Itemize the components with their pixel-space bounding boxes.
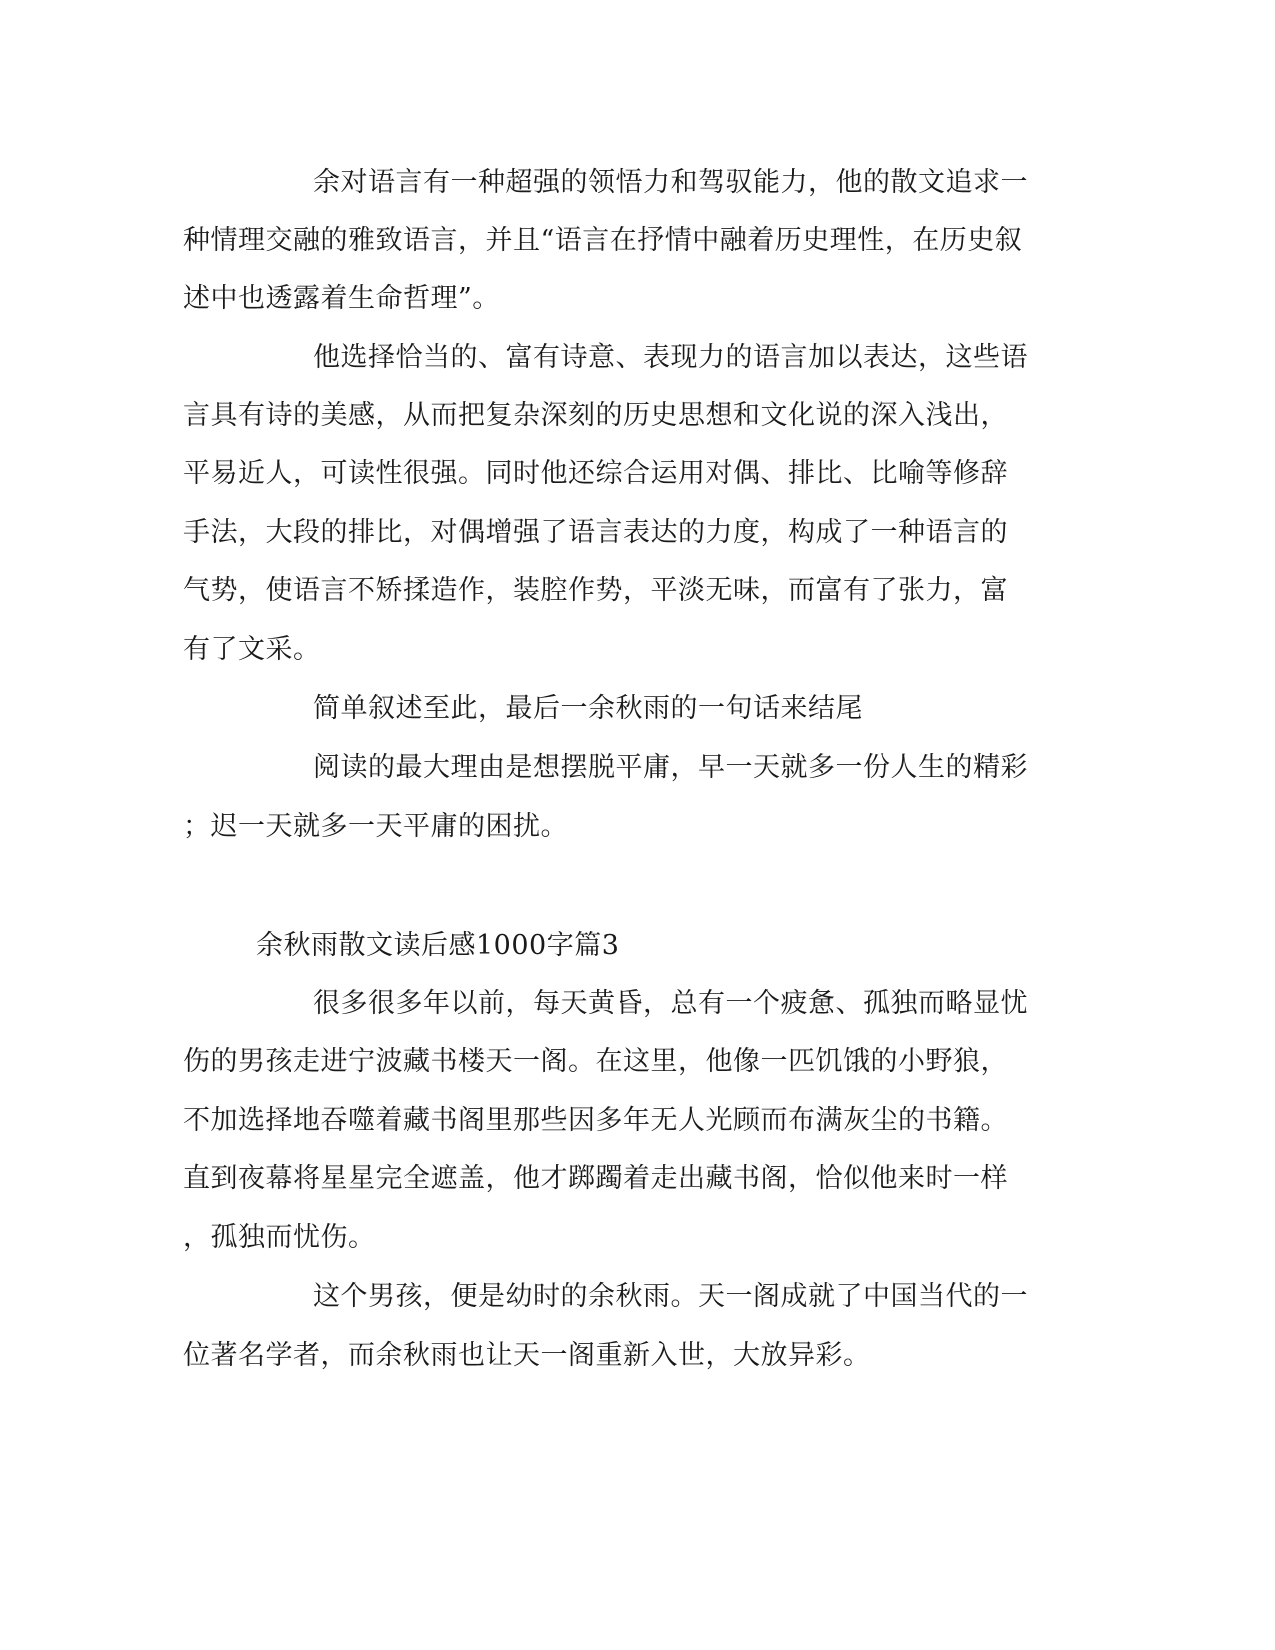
- paragraph-line: 种情理交融的雅致语言，并且“语言在抒情中融着历史理性，在历史叙: [183, 225, 1023, 256]
- paragraph-line: 简单叙述至此，最后一余秋雨的一句话来结尾: [313, 693, 863, 724]
- paragraph-line: 伤的男孩走进宁波藏书楼天一阁。在这里，他像一匹饥饿的小野狼，: [183, 1046, 1008, 1077]
- paragraph-line: 手法，大段的排比，对偶增强了语言表达的力度，构成了一种语言的: [183, 517, 1008, 548]
- paragraph-line: 平易近人，可读性很强。同时他还综合运用对偶、排比、比喻等修辞: [183, 458, 1008, 489]
- paragraph-line: 这个男孩，便是幼时的余秋雨。天一阁成就了中国当代的一: [313, 1281, 1028, 1312]
- paragraph-line: 很多很多年以前，每天黄昏，总有一个疲惫、孤独而略显忧: [313, 988, 1028, 1019]
- paragraph-line: 他选择恰当的、富有诗意、表现力的语言加以表达，这些语: [313, 342, 1028, 373]
- paragraph-line: 直到夜幕将星星完全遮盖，他才踯躅着走出藏书阁，恰似他来时一样: [183, 1163, 1008, 1194]
- paragraph-line: 言具有诗的美感，从而把复杂深刻的历史思想和文化说的深入浅出，: [183, 400, 1008, 431]
- paragraph-line: 有了文采。: [183, 634, 321, 665]
- paragraph-line: 阅读的最大理由是想摆脱平庸，早一天就多一份人生的精彩: [313, 752, 1028, 783]
- paragraph-line: ；迟一天就多一天平庸的困扰。: [183, 811, 568, 842]
- paragraph-line: ，孤独而忧伤。: [183, 1222, 376, 1253]
- paragraph-line: 位著名学者，而余秋雨也让天一阁重新入世，大放异彩。: [183, 1340, 871, 1371]
- paragraph-line: 余对语言有一种超强的领悟力和驾驭能力，他的散文追求一: [313, 167, 1028, 198]
- paragraph-line: 述中也透露着生命哲理”。: [183, 283, 500, 314]
- paragraph-line: 不加选择地吞噬着藏书阁里那些因多年无人光顾而布满灰尘的书籍。: [183, 1105, 1008, 1136]
- paragraph-line: 气势，使语言不矫揉造作，装腔作势，平淡无味，而富有了张力，富: [183, 575, 1008, 606]
- section-heading: 余秋雨散文读后感1000字篇3: [256, 930, 620, 961]
